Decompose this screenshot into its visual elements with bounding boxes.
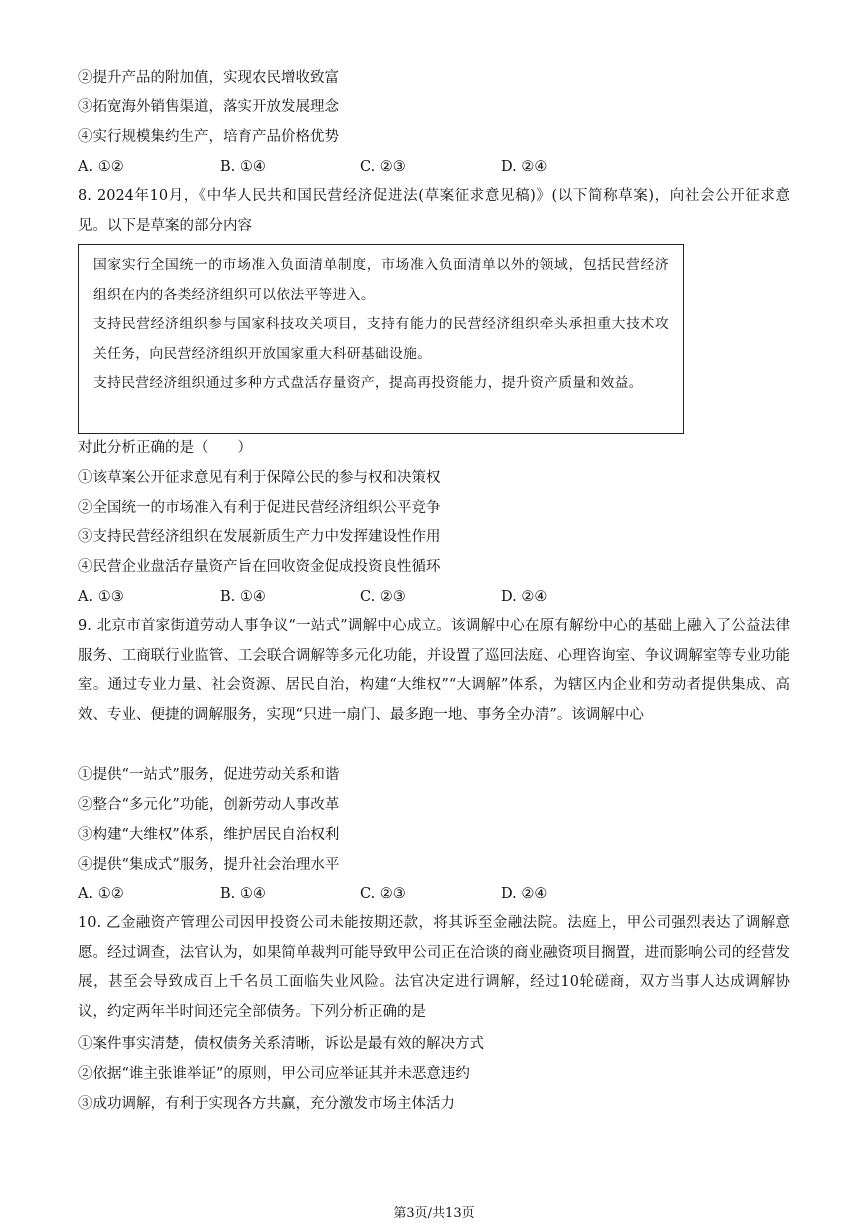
page-number: 第3页/共13页: [393, 1206, 475, 1221]
q8-option-4: ④民营企业盘活存量资产旨在回收资金促成投资良性循环: [78, 559, 441, 575]
q7-choices: [78, 157, 547, 177]
q10-option-2: ②依据“谁主张谁举证”的原则，甲公司应举证其并未恶意违约: [78, 1066, 470, 1082]
q8-choice-d: D. ②④: [501, 589, 548, 605]
q9-option-2: ②整合“多元化”功能，创新劳动人事改革: [78, 797, 340, 813]
q8-choice-b: B. ①④: [220, 589, 266, 605]
q8-stem: 8. 2024年10月，《中华人民共和国民营经济促进法(草案征求意见稿)》(以下简称草案)，向社会公开征求意见。以下是草案的部分内容: [78, 188, 790, 234]
q9-option-4: ④提供“集成式”服务，提升社会治理水平: [78, 857, 340, 873]
q8-choice-a: A. ①③: [78, 589, 124, 605]
q10-option-3: ③成功调解，有利于实现各方共赢，充分激发市场主体活力: [78, 1096, 455, 1112]
q7-option-4: ④实行规模集约生产，培育产品价格优势: [78, 129, 339, 145]
q8-option-1: ①该草案公开征求意见有利于保障公民的参与权和决策权: [78, 470, 441, 486]
q7-choice-d: D. ②④: [501, 159, 548, 175]
q8-option-3: ③支持民营经济组织在发展新质生产力中发挥建设性作用: [78, 529, 441, 545]
q9-option-1: ①提供“一站式”服务，促进劳动关系和谐: [78, 767, 340, 783]
q8-choices: [78, 587, 547, 607]
q9-choice-d: D. ②④: [501, 886, 548, 902]
q8-excerpt-2: 支持民营经济组织参与国家科技攻关项目，支持有能力的民营经济组织牵头承担重大技术攻关任务，向民营经济组织开放国家重大科研基础设施。: [93, 316, 669, 362]
q9-option-3: ③构建“大维权”体系，维护居民自治权利: [78, 827, 340, 843]
q7-choice-c: C. ②③: [360, 159, 406, 175]
q9-choice-b: B. ①④: [220, 886, 266, 902]
q8-excerpt-3: 支持民营经济组织通过多种方式盘活存量资产，提高再投资能力，提升资产质量和效益。: [93, 375, 643, 391]
q8-question: 对此分析正确的是（ ）: [78, 440, 252, 456]
q7-choice-b: B. ①④: [220, 159, 266, 175]
q8-choice-c: C. ②③: [360, 589, 406, 605]
q8-option-2: ②全国统一的市场准入有利于促进民营经济组织公平竞争: [78, 500, 441, 516]
q10-option-1: ①案件事实清楚，债权债务关系清晰，诉讼是最有效的解决方式: [78, 1036, 484, 1052]
q7-choice-a: A. ①②: [78, 159, 124, 175]
q8-excerpt-box: [78, 244, 684, 434]
q10-stem: 10. 乙金融资产管理公司因甲投资公司未能按期还款，将其诉至金融法院。法庭上，甲公司强烈表达了调解意愿。经过调查，法官认为，如果简单裁判可能导致甲公司正在洽谈的商业融资项目搁置，进而影响公司的经营发展，甚至会导致成百上千名员工面临失业风险。法官决定进行调解，经过10轮磋商，双方当事人达成调解协议，约定两年半时间还完全部债务。下列分析正确的是: [78, 915, 790, 1020]
q9-choice-a: A. ①②: [78, 886, 124, 902]
q9-stem: 9. 北京市首家街道劳动人事争议“一站式”调解中心成立。该调解中心在原有解纷中心的基础上融入了公益法律服务、工商联行业监管、工会联合调解等多元化功能，并设置了巡回法庭、心理咨询室、争议调解室等专业功能室。通过专业力量、社会资源、居民自治，构建“大维权”“大调解”体系，为辖区内企业和劳动者提供集成、高效、专业、便捷的调解服务，实现“只进一扇门、最多跑一地、事务全办清”。该调解中心: [78, 618, 790, 723]
q7-option-3: ③拓宽海外销售渠道，落实开放发展理念: [78, 99, 339, 115]
q7-option-2: ②提升产品的附加值，实现农民增收致富: [78, 70, 339, 86]
q9-choice-c: C. ②③: [360, 886, 406, 902]
q8-excerpt-1: 国家实行全国统一的市场准入负面清单制度，市场准入负面清单以外的领域，包括民营经济组织在内的各类经济组织可以依法平等进入。: [93, 257, 669, 303]
q9-choices: [78, 884, 547, 904]
